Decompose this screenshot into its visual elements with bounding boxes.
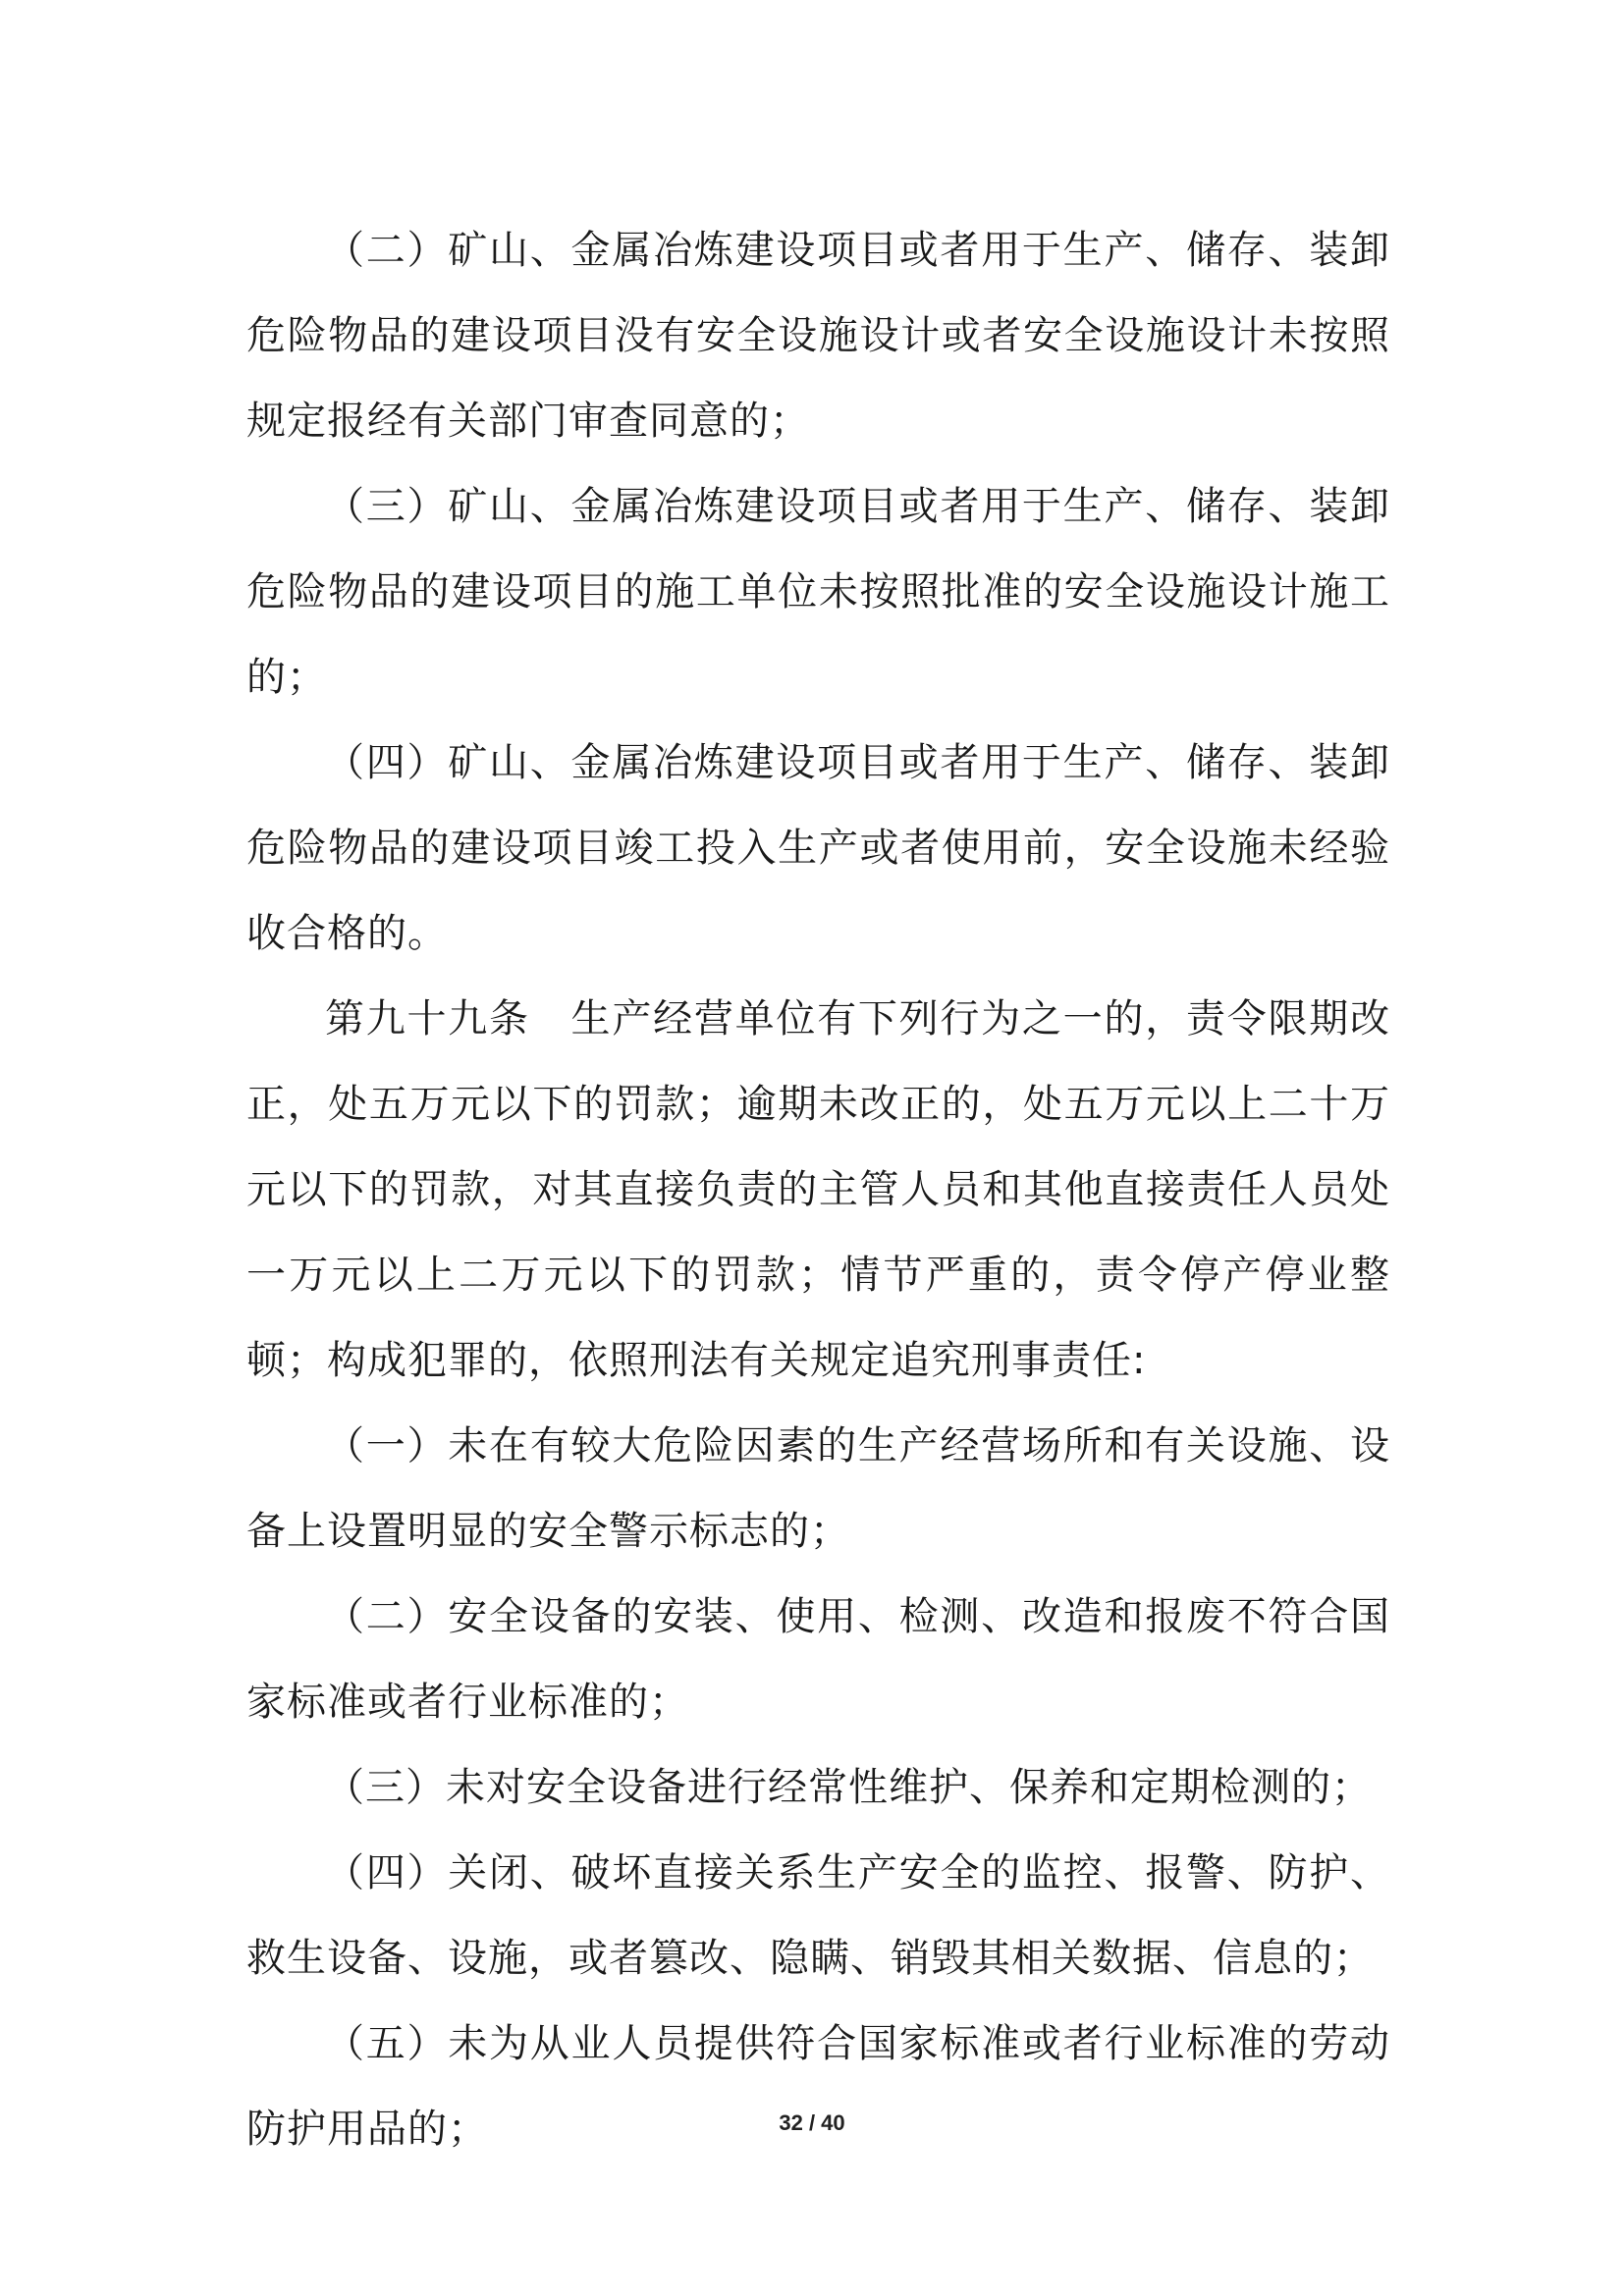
document-body (246, 208, 1390, 2172)
paragraph-item-3: （三）矿山、金属冶炼建设项目或者用于生产、储存、装卸危险物品的建设项目的施工单位未按照批准的安全设施设计施工的； (246, 484, 1390, 700)
article-99-item-1: （一）未在有较大危险因素的生产经营场所和有关设施、设备上设置明显的安全警示标志的； (246, 1423, 1390, 1554)
article-99-item-3: （三）未对安全设备进行经常性维护、保养和定期检测的； (325, 1765, 1372, 1810)
article-99-paragraph: 第九十九条 生产经营单位有下列行为之一的，责令限期改正，处五万元以下的罚款；逾期未改正的，处五万元以上二十万元以下的罚款，对其直接负责的主管人员和其他直接责任人员处一万元以上二万元以下的罚款；情节严重的，责令停产停业整顿；构成犯罪的，依照刑法有关规定追究刑事责任: (246, 996, 1390, 1383)
article-99-item-2: （二）安全设备的安装、使用、检测、改造和报废不符合国家标准或者行业标准的； (246, 1594, 1390, 1725)
article-99-item-5: （五）未为从业人员提供符合国家标准或者行业标准的劳动防护用品的； (246, 2021, 1390, 2152)
paragraph-item-4: （四）矿山、金属冶炼建设项目或者用于生产、储存、装卸危险物品的建设项目竣工投入生产或者使用前，安全设施未经验收合格的。 (246, 740, 1390, 956)
page-number: 32 / 40 (779, 2110, 845, 2135)
article-99-item-4: （四）关闭、破坏直接关系生产安全的监控、报警、防护、救生设备、设施，或者篡改、隐瞒、销毁其相关数据、信息的； (246, 1850, 1390, 1981)
paragraph-item-2: （二）矿山、金属冶炼建设项目或者用于生产、储存、装卸危险物品的建设项目没有安全设施设计或者安全设施设计未按照规定报经有关部门审查同意的； (246, 228, 1390, 444)
